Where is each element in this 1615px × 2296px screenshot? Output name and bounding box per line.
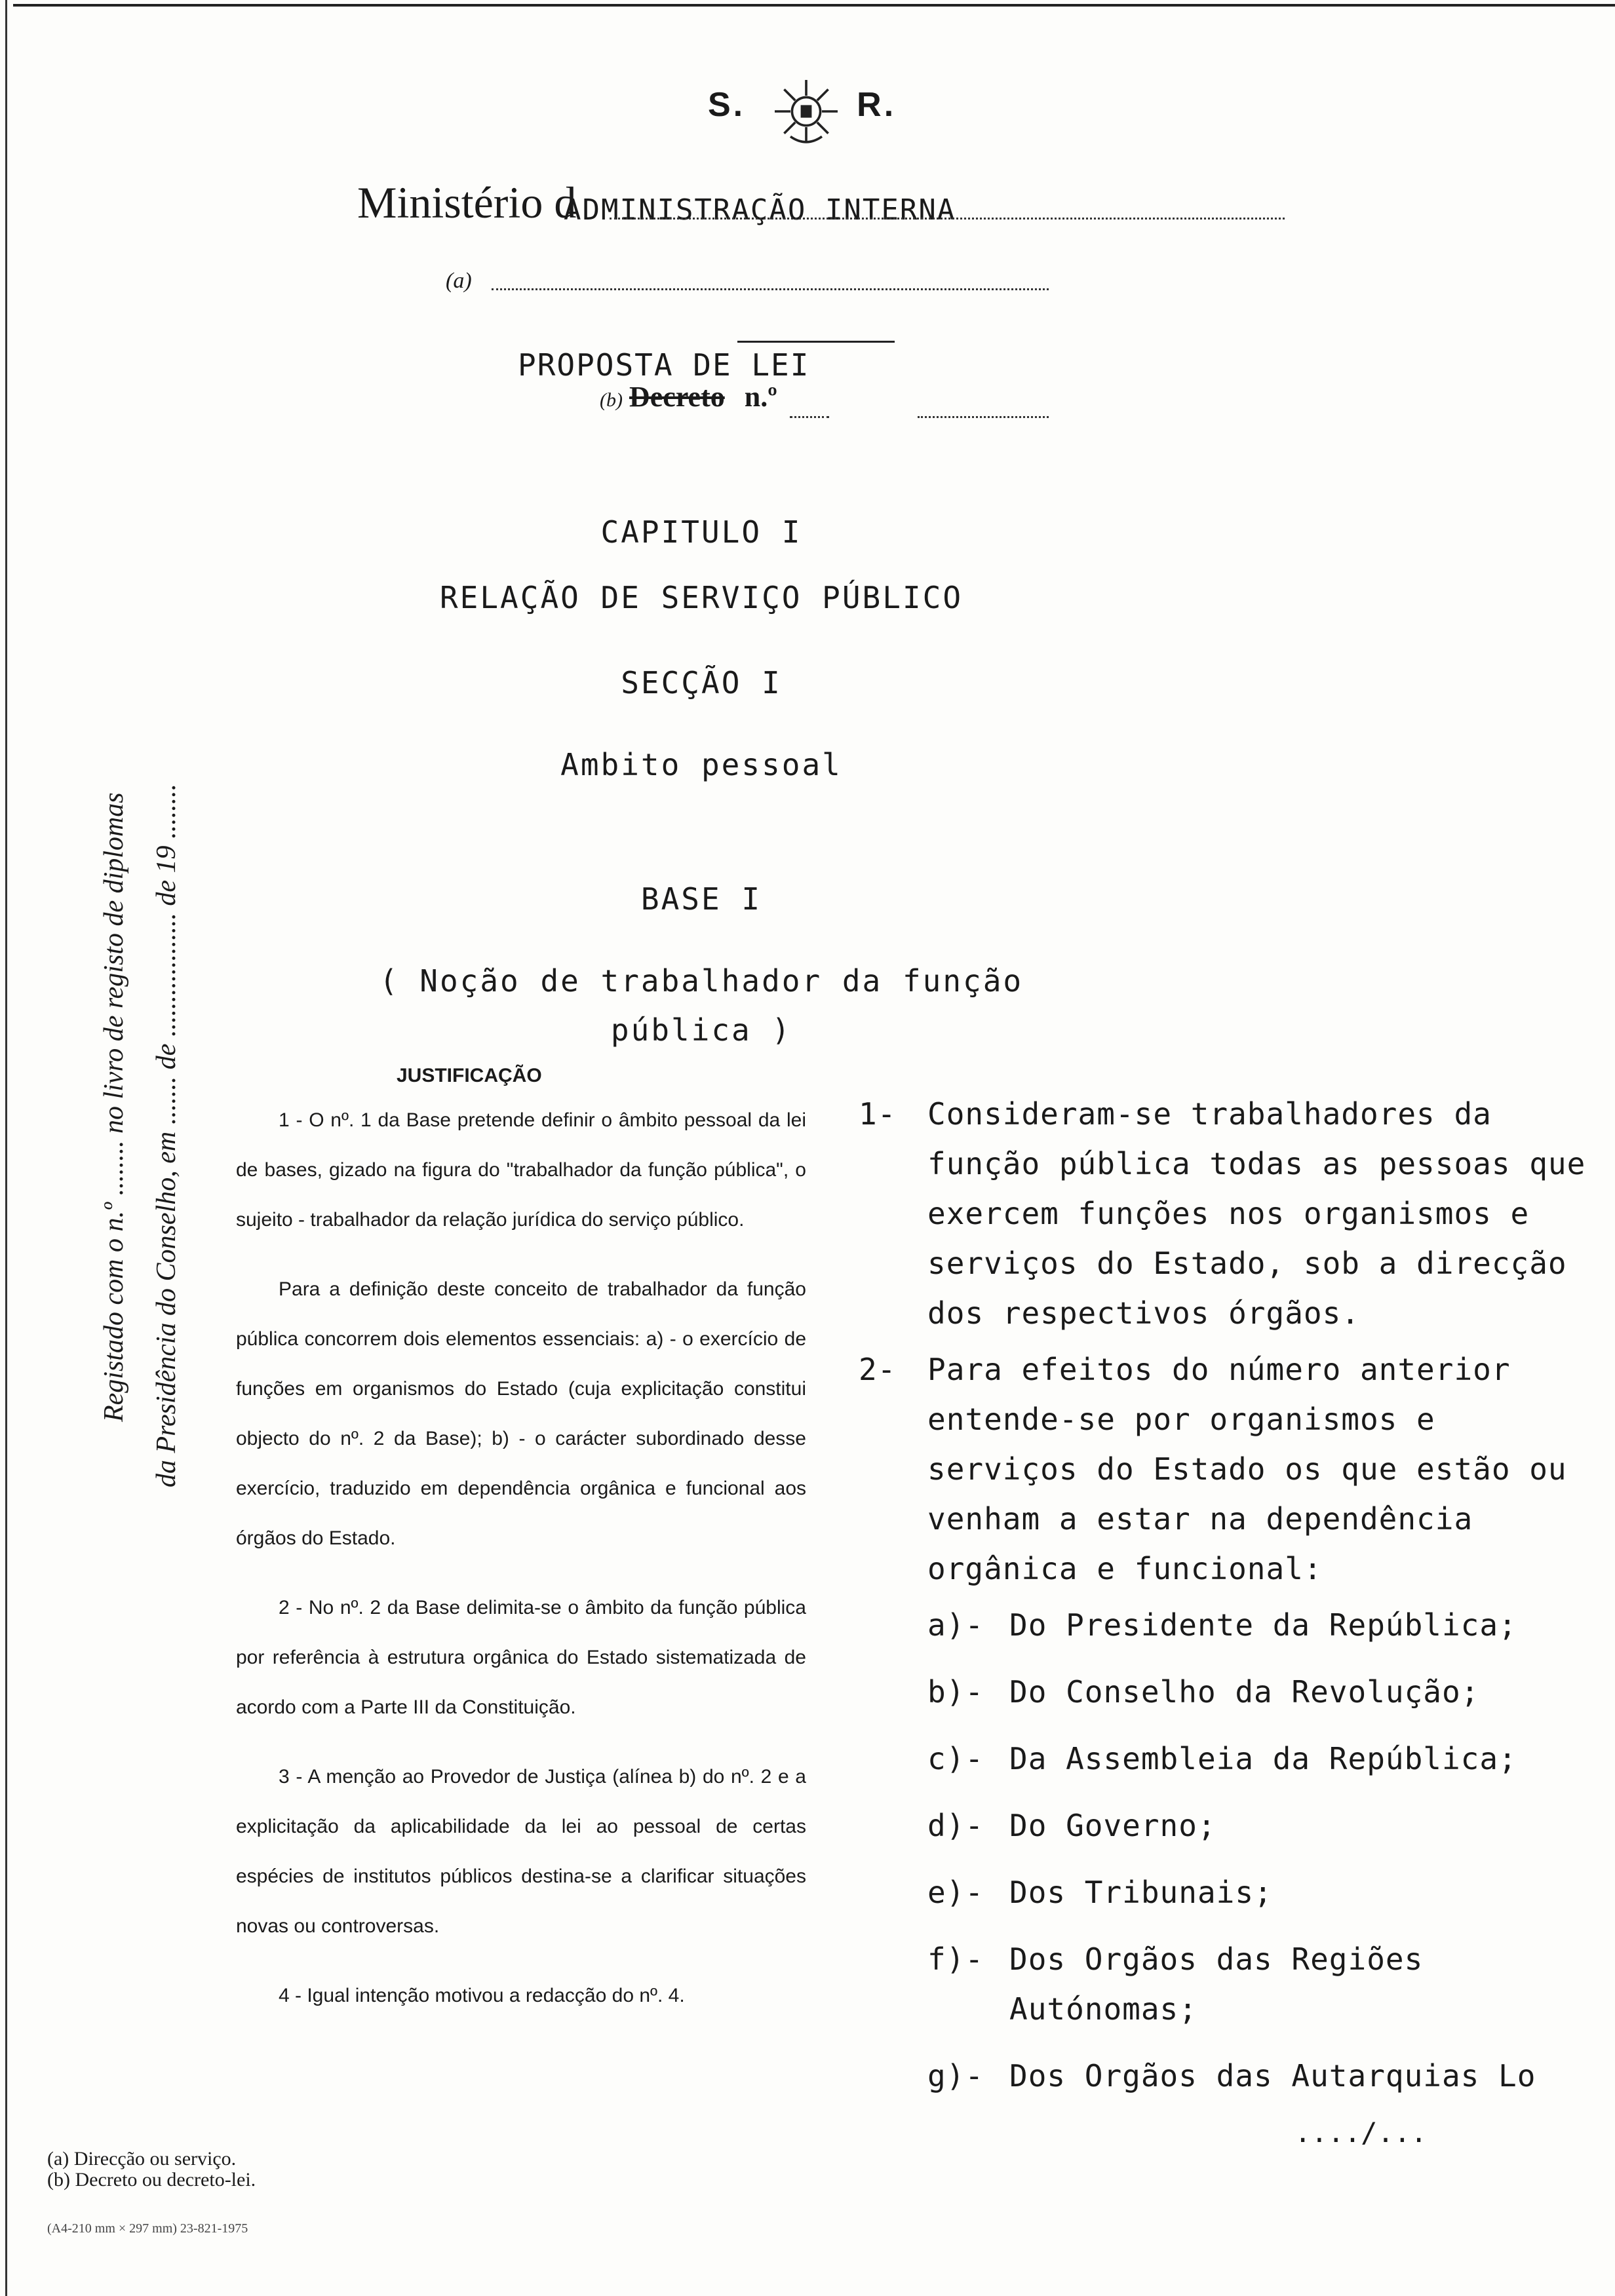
justification-paragraph: 3 - A menção ao Provedor de Justiça (alínea b) do nº. 2 e a explicitação da aplicabilidade da lei ao pessoal de certas espécies de institutos públicos destina-se a clarificar situações novas ou controversas. <box>236 1766 806 1937</box>
list-item <box>927 1667 1593 1717</box>
numero-label: n.º <box>744 381 777 413</box>
registry-margin-line1: Registado com o n.º ........ no livro de registo de diplomas <box>99 792 129 1422</box>
ministry-name: ADMINISTRAÇÃO INTERNA <box>564 193 956 227</box>
item-text: Do Governo; <box>1009 1808 1216 1843</box>
item-label: f)- <box>927 1942 984 1977</box>
decreto-dotted-1 <box>790 416 829 418</box>
article-2-text: Para efeitos do número anterior entende-se por organismos e serviços do Estado os que estão ou venham a estar na dependência orgânica e funcional: <box>927 1352 1567 1586</box>
justification-paragraph: 1 - O nº. 1 da Base pretende definir o âmbito pessoal da lei de bases, gizado na figura do "trabalhador da função pública", o sujeito - trabalhador da relação jurídica do serviço público. <box>236 1109 806 1231</box>
item-text: Da Assembleia da República; <box>1009 1741 1517 1776</box>
field-a-line <box>492 288 1049 290</box>
article-2-number: 2- <box>859 1352 897 1387</box>
justification-paragraph: Para a definição deste conceito de trabalhador da função pública concorrem dois elementos essenciais: a) - o exercício de funções em organismos do Estado (cuja explicitação constitui objecto do nº. 2 da Base); b) - o carácter subordinado desse exercício, traduzido em dependência orgânica e funcional aos órgãos do Estado. <box>236 1278 806 1549</box>
article-1-number: 1- <box>859 1096 897 1132</box>
section-heading: SECÇÃO I <box>621 665 782 700</box>
justification-title: JUSTIFICAÇÃO <box>397 1065 542 1086</box>
item-text: Dos Orgãos das Regiões Autónomas; <box>1009 1942 1424 2027</box>
chapter-heading: CAPITULO I <box>600 514 802 550</box>
article-1-text: Consideram-se trabalhadores da função pública todas as pessoas que exercem funções nos organismos e serviços do Estado, sob a direcção dos respectivos órgãos. <box>927 1096 1586 1331</box>
scope-heading: Ambito pessoal <box>560 747 842 782</box>
footnote-a: (a) Direcção ou serviço. <box>47 2148 237 2170</box>
item-label: d)- <box>927 1808 984 1843</box>
top-border <box>13 4 1615 7</box>
decreto-dotted-2 <box>918 416 1049 418</box>
relation-heading: RELAÇÃO DE SERVIÇO PÚBLICO <box>439 580 963 615</box>
field-b-label: (b) <box>600 389 623 411</box>
proposta-title: PROPOSTA DE LEI <box>518 347 810 383</box>
articles-column <box>859 1089 1593 2118</box>
item-text: Dos Tribunais; <box>1009 1875 1273 1910</box>
article-2-items <box>859 1600 1593 2101</box>
list-item <box>927 2051 1593 2101</box>
item-text: Do Conselho da Revolução; <box>1009 1674 1480 1710</box>
notion-heading-line1: ( Noção de trabalhador da função <box>379 963 1024 999</box>
list-item <box>927 1734 1593 1784</box>
registry-margin-line2: da Presidência do Conselho, em ....... de .................. de 19 ........ <box>151 784 182 1487</box>
print-info: (A4-210 mm × 297 mm) 23-821-1975 <box>47 2221 248 2236</box>
item-text: Dos Orgãos das Autarquias Lo <box>1009 2058 1536 2094</box>
notion-heading-line2: pública ) <box>610 1012 792 1048</box>
footnote-b: (b) Decreto ou decreto-lei. <box>47 2169 256 2191</box>
base-heading: BASE I <box>640 881 762 917</box>
decreto-line <box>600 380 777 413</box>
item-label: a)- <box>927 1607 984 1643</box>
list-item <box>927 1867 1593 1917</box>
justification-paragraph: 4 - Igual intenção motivou a redacção do nº. 4. <box>279 1985 685 2006</box>
item-label: e)- <box>927 1875 984 1910</box>
article-2 <box>859 1345 1593 1594</box>
list-item <box>927 1600 1593 1650</box>
item-label: c)- <box>927 1741 984 1776</box>
ministry-dotted-line <box>610 218 1285 220</box>
ministry-prefix: Ministério d <box>357 178 577 227</box>
justification-column <box>236 1096 806 2040</box>
article-1 <box>859 1089 1593 1338</box>
item-label: b)- <box>927 1674 984 1710</box>
s-letter: S. <box>708 86 746 124</box>
coat-of-arms-icon <box>767 72 846 151</box>
item-label: g)- <box>927 2058 984 2094</box>
r-letter: R. <box>857 86 897 124</box>
field-a-label: (a) <box>446 269 472 293</box>
list-item <box>927 1801 1593 1850</box>
left-border <box>5 0 7 2296</box>
continuation-marker: ..../... <box>1294 2116 1428 2149</box>
list-item <box>927 1934 1593 2034</box>
item-text: Do Presidente da República; <box>1009 1607 1517 1643</box>
decreto-word: Decreto <box>629 381 725 413</box>
justification-paragraph: 2 - No nº. 2 da Base delimita-se o âmbito da função pública por referência à estrutura orgânica do Estado sistematizada de acordo com a Parte III da Constituição. <box>236 1597 806 1718</box>
proposta-rule <box>737 341 895 343</box>
